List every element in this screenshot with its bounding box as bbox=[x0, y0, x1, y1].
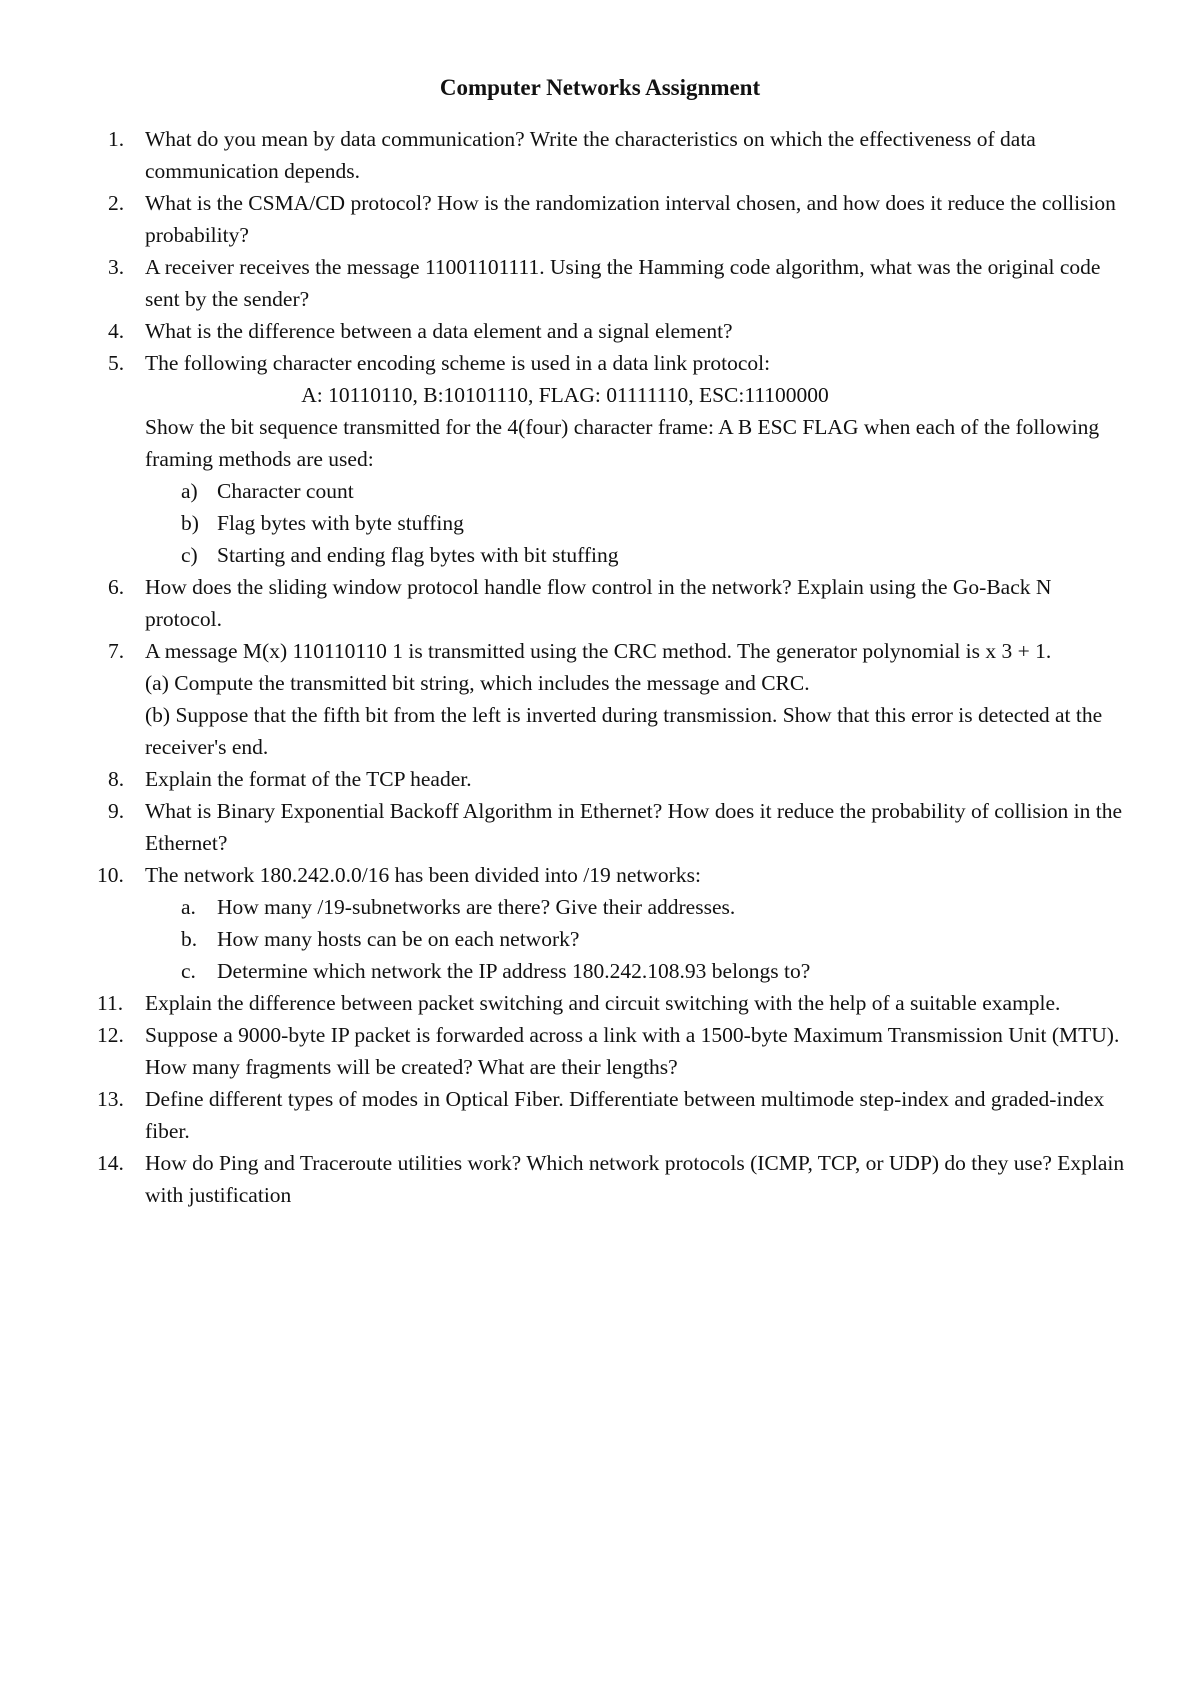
question-number: 6. bbox=[108, 575, 125, 599]
question-number: 4. bbox=[108, 319, 125, 343]
sub-question-text: Character count bbox=[217, 479, 354, 503]
question-number: 1. bbox=[108, 127, 125, 151]
question-text: How does the sliding window protocol handle flow control in the network? Explain using the Go-Back N protocol. bbox=[145, 575, 1052, 631]
question-text: What do you mean by data communication? Write the characteristics on which the effectiveness of data communication depends. bbox=[145, 127, 1036, 183]
sub-question-text: Flag bytes with byte stuffing bbox=[217, 511, 464, 535]
question-number: 14. bbox=[97, 1151, 124, 1175]
question-item bbox=[0, 763, 1130, 795]
sub-question-list bbox=[145, 891, 1130, 987]
question-text: Explain the difference between packet switching and circuit switching with the help of a suitable example. bbox=[145, 991, 1061, 1015]
sub-question-label: b. bbox=[181, 927, 198, 951]
sub-question-text: Starting and ending flag bytes with bit stuffing bbox=[217, 543, 619, 567]
question-part-b: (b) Suppose that the fifth bit from the left is inverted during transmission. Show that this error is detected at the receiver's end. bbox=[145, 703, 1103, 759]
question-number: 11. bbox=[97, 991, 124, 1015]
question-text: Explain the format of the TCP header. bbox=[145, 767, 472, 791]
question-item bbox=[0, 1019, 1130, 1083]
question-number: 13. bbox=[97, 1087, 124, 1111]
sub-question-item bbox=[145, 507, 1130, 539]
question-item bbox=[0, 315, 1130, 347]
question-number: 8. bbox=[108, 767, 125, 791]
question-item bbox=[0, 347, 1130, 571]
question-list bbox=[0, 123, 1130, 1211]
question-text: A receiver receives the message 11001101111. Using the Hamming code algorithm, what was the original code sent by the sender? bbox=[145, 255, 1101, 311]
question-item bbox=[0, 251, 1130, 315]
sub-question-list bbox=[145, 475, 1130, 571]
question-number: 10. bbox=[97, 863, 124, 887]
sub-question-item bbox=[145, 475, 1130, 507]
question-number: 12. bbox=[97, 1023, 124, 1047]
sub-question-label: a) bbox=[181, 479, 198, 503]
encoding-scheme: A: 10110110, B:10101110, FLAG: 01111110, ESC:11100000 bbox=[301, 383, 829, 407]
sub-question-text: How many hosts can be on each network? bbox=[217, 927, 580, 951]
question-item bbox=[0, 795, 1130, 859]
sub-question-text: Determine which network the IP address 180.242.108.93 belongs to? bbox=[217, 959, 811, 983]
sub-question-text: How many /19-subnetworks are there? Give their addresses. bbox=[217, 895, 736, 919]
question-text: What is the difference between a data element and a signal element? bbox=[145, 319, 733, 343]
question-item bbox=[0, 1083, 1130, 1147]
page-title: Computer Networks Assignment bbox=[439, 75, 761, 100]
question-item bbox=[0, 1147, 1130, 1211]
question-item bbox=[0, 987, 1130, 1019]
question-item bbox=[0, 859, 1130, 987]
question-item bbox=[0, 123, 1130, 187]
question-text: The following character encoding scheme is used in a data link protocol: bbox=[145, 351, 771, 375]
question-item bbox=[0, 571, 1130, 635]
question-item bbox=[0, 635, 1130, 763]
question-text-continued: Show the bit sequence transmitted for the 4(four) character frame: A B ESC FLAG when each of the following framing methods are used: bbox=[145, 415, 1100, 471]
question-text: How do Ping and Traceroute utilities work? Which network protocols (ICMP, TCP, or UDP) do they use? Explain with justification bbox=[145, 1151, 1125, 1207]
question-text: What is the CSMA/CD protocol? How is the randomization interval chosen, and how does it reduce the collision probability? bbox=[145, 191, 1116, 247]
sub-question-label: c) bbox=[181, 543, 198, 567]
question-text: What is Binary Exponential Backoff Algorithm in Ethernet? How does it reduce the probability of collision in the Ethernet? bbox=[145, 799, 1123, 855]
sub-question-label: a. bbox=[181, 895, 196, 919]
question-number: 2. bbox=[108, 191, 125, 215]
question-number: 5. bbox=[108, 351, 125, 375]
question-part-a: (a) Compute the transmitted bit string, which includes the message and CRC. bbox=[145, 671, 810, 695]
sub-question-item bbox=[145, 539, 1130, 571]
question-number: 7. bbox=[108, 639, 125, 663]
question-number: 9. bbox=[108, 799, 125, 823]
question-text: Define different types of modes in Optical Fiber. Differentiate between multimode step-index and graded-index fiber. bbox=[145, 1087, 1105, 1143]
sub-question-label: c. bbox=[181, 959, 196, 983]
sub-question-label: b) bbox=[181, 511, 199, 535]
question-text: A message M(x) 110110110 1 is transmitted using the CRC method. The generator polynomial is x 3 + 1. bbox=[145, 639, 1052, 663]
question-item bbox=[0, 187, 1130, 251]
sub-question-item bbox=[145, 955, 1130, 987]
question-text: The network 180.242.0.0/16 has been divided into /19 networks: bbox=[145, 863, 701, 887]
question-number: 3. bbox=[108, 255, 125, 279]
question-text: Suppose a 9000-byte IP packet is forwarded across a link with a 1500-byte Maximum Transmission Unit (MTU). How many fragments will be created? What are their lengths? bbox=[145, 1023, 1120, 1079]
sub-question-item bbox=[145, 923, 1130, 955]
sub-question-item bbox=[145, 891, 1130, 923]
